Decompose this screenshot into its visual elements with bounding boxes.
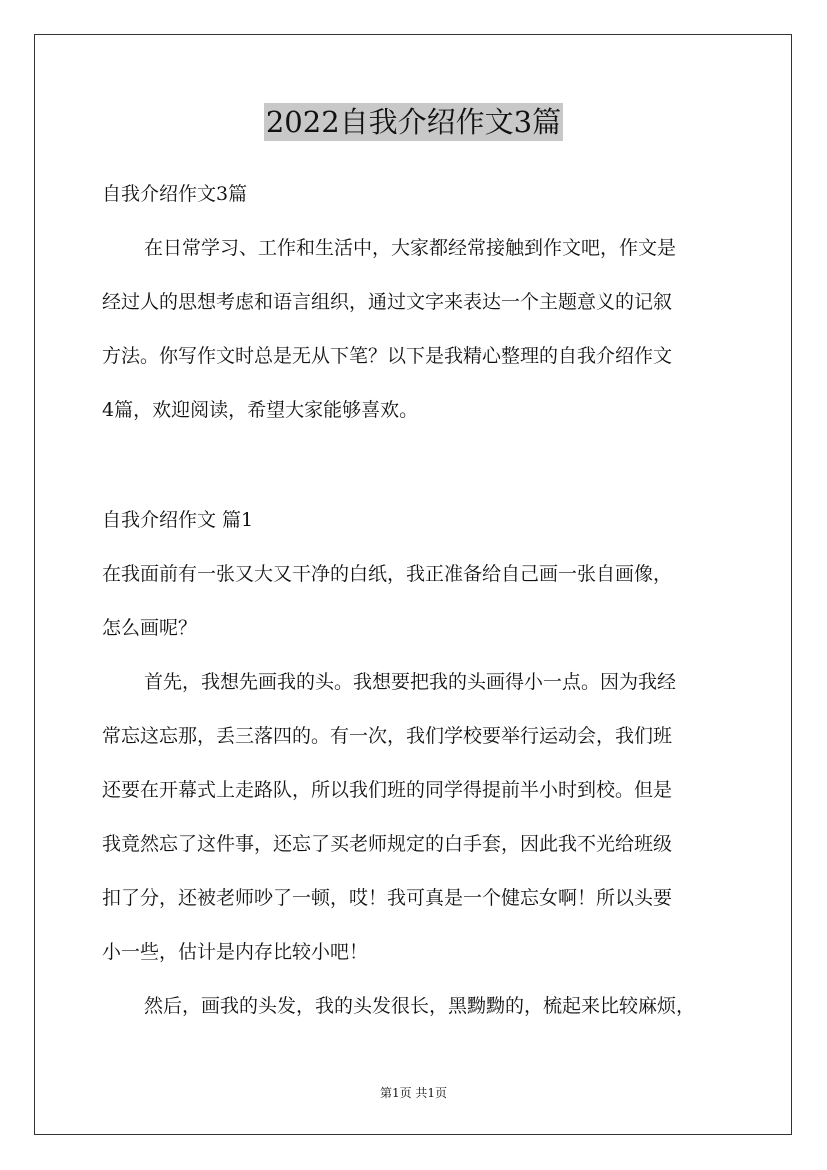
- section-heading: 自我介绍作文 篇1: [102, 509, 254, 531]
- subtitle-line: 自我介绍作文3篇: [102, 183, 248, 205]
- title-container: [0, 103, 827, 141]
- paragraph-line: 方法。你写作文时总是无从下笔？以下是我精心整理的自我介绍作文: [102, 345, 673, 367]
- paragraph-line: 4篇，欢迎阅读，希望大家能够喜欢。: [102, 399, 419, 421]
- paragraph-line: 常忘这忘那，丢三落四的。有一次，我们学校要举行运动会，我们班: [102, 725, 673, 747]
- paragraph-line: 在日常学习、工作和生活中，大家都经常接触到作文吧，作文是: [144, 237, 677, 259]
- document-title: 2022自我介绍作文3篇: [265, 105, 562, 139]
- paragraph-line: 小一些，估计是内存比较小吧！: [102, 941, 369, 963]
- paragraph-line: 首先，我想先画我的头。我想要把我的头画得小一点。因为我经: [144, 671, 677, 693]
- paragraph-line: 怎么画呢？: [102, 617, 198, 639]
- paragraph-line: 扣了分，还被老师吵了一顿，哎！我可真是一个健忘女啊！所以头要: [102, 887, 673, 909]
- paragraph-line: 然后，画我的头发，我的头发很长，黑黝黝的，梳起来比较麻烦，: [144, 995, 696, 1017]
- paragraph-line: 经过人的思想考虑和语言组织，通过文字来表达一个主题意义的记叙: [102, 291, 673, 313]
- paragraph-line: 还要在开幕式上走路队，所以我们班的同学得提前半小时到校。但是: [102, 779, 673, 801]
- paragraph-line: 在我面前有一张又大又干净的白纸，我正准备给自己画一张自画像，: [102, 563, 673, 585]
- page-number-footer: 第1页 共1页: [379, 1086, 448, 1100]
- paragraph-line: 我竟然忘了这件事，还忘了买老师规定的白手套，因此我不光给班级: [102, 833, 673, 855]
